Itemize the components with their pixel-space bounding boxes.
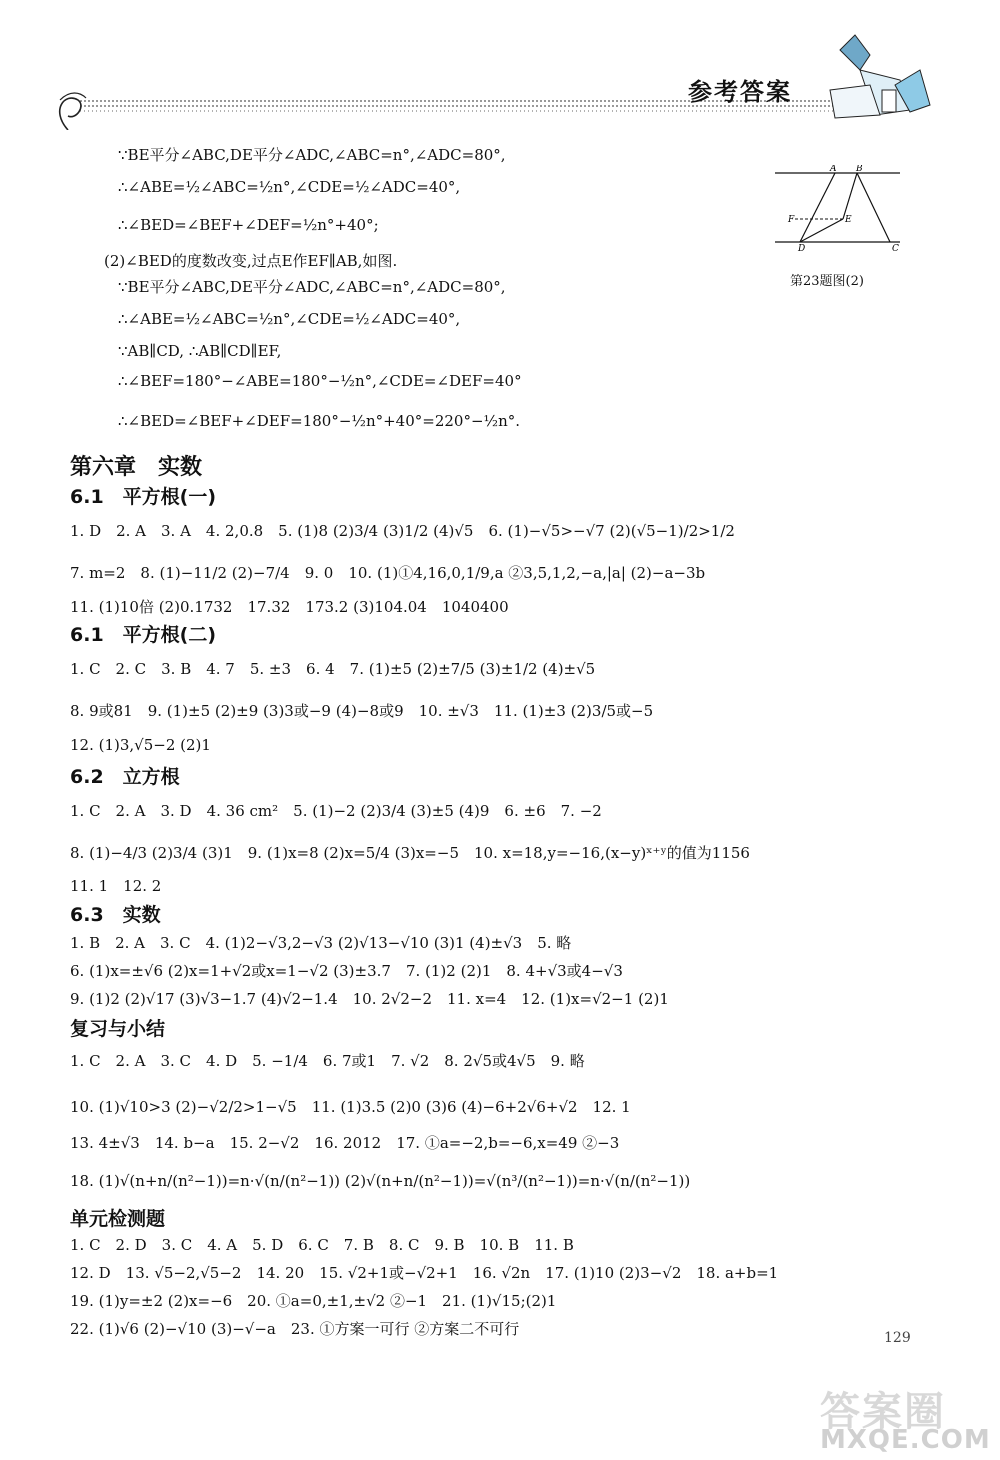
header-decoration xyxy=(40,30,980,130)
label-E: E xyxy=(845,215,852,225)
answer-line: 1. C 2. C 3. B 4. 7 5. ±3 6. 4 7. (1)±5 (2)±7/5 (3)±1/2 (4)±√5 xyxy=(70,660,596,678)
page-header-title: 参考答案 xyxy=(688,78,792,106)
label-A: A xyxy=(830,165,837,174)
answer-line: 11. 1 12. 2 xyxy=(70,877,162,895)
derivation-line: ∴∠ABE=½∠ABC=½n°,∠CDE=½∠ADC=40°, xyxy=(118,178,461,196)
answer-line: 1. B 2. A 3. C 4. (1)2−√3,2−√3 (2)√13−√10 (3)1 (4)±√3 5. 略 xyxy=(70,934,572,952)
label-C: C xyxy=(892,244,899,254)
answer-line: 7. m=2 8. (1)−11/2 (2)−7/4 9. 0 10. (1)①4,16,0,1/9,a ②3,5,1,2,−a,|a| (2)−a−3b xyxy=(70,564,706,582)
label-F: F xyxy=(788,215,795,225)
derivation-line: ∴∠BED=∠BEF+∠DEF=180°−½n°+40°=220°−½n°. xyxy=(118,412,521,430)
figure-caption: 第23题图(2) xyxy=(790,274,864,289)
answer-line: 1. C 2. A 3. C 4. D 5. −1/4 6. 7或1 7. √2 8. 2√5或4√5 9. 略 xyxy=(70,1052,585,1070)
derivation-line: ∴∠BED=∠BEF+∠DEF=½n°+40°; xyxy=(118,216,379,234)
section-title: 6.1 平方根(一) xyxy=(70,486,217,508)
answer-line: 13. 4±√3 14. b−a 15. 2−√2 16. 2012 17. ①a=−2,b=−6,x=49 ②−3 xyxy=(70,1134,620,1152)
derivation-line: ∵BE平分∠ABC,DE平分∠ADC,∠ABC=n°,∠ADC=80°, xyxy=(118,146,506,164)
answer-line: 1. C 2. A 3. D 4. 36 cm² 5. (1)−2 (2)3/4 (3)±5 (4)9 6. ±6 7. −2 xyxy=(70,802,602,820)
answer-line: 18. (1)√(n+n/(n²−1))=n·√(n/(n²−1)) (2)√(n+n/(n²−1))=√(n³/(n²−1))=n·√(n/(n²−1)) xyxy=(70,1172,691,1190)
page-number: 129 xyxy=(884,1330,911,1346)
answer-line: 1. C 2. D 3. C 4. A 5. D 6. C 7. B 8. C 9. B 10. B 11. B xyxy=(70,1236,574,1254)
answer-line: 12. (1)3,√5−2 (2)1 xyxy=(70,736,211,754)
section-title: 复习与小结 xyxy=(70,1018,166,1040)
derivation-line: ∴∠BEF=180°−∠ABE=180°−½n°,∠CDE=∠DEF=40° xyxy=(118,372,522,390)
answer-line: 19. (1)y=±2 (2)x=−6 20. ①a=0,±1,±√2 ②−1 21. (1)√15;(2)1 xyxy=(70,1292,557,1310)
watermark-domain: MXQE.COM xyxy=(820,1425,991,1455)
answer-line: 8. 9或81 9. (1)±5 (2)±9 (3)3或−9 (4)−8或9 10. ±√3 11. (1)±3 (2)3/5或−5 xyxy=(70,702,654,720)
derivation-line: ∴∠ABE=½∠ABC=½n°,∠CDE=½∠ADC=40°, xyxy=(118,310,461,328)
label-B: B xyxy=(856,165,863,174)
derivation-line: ∵AB∥CD, ∴AB∥CD∥EF, xyxy=(118,342,282,360)
watermark-logo: 答案圈 xyxy=(820,1389,946,1435)
answer-line: 12. D 13. √5−2,√5−2 14. 20 15. √2+1或−√2+1 16. √2n 17. (1)10 (2)3−√2 18. a+b=1 xyxy=(70,1264,779,1282)
label-D: D xyxy=(798,244,806,254)
answer-line: 11. (1)10倍 (2)0.1732 17.32 173.2 (3)104.04 1040400 xyxy=(70,598,509,616)
section-title: 6.3 实数 xyxy=(70,904,161,926)
section-title: 单元检测题 xyxy=(70,1208,166,1230)
answer-line: 9. (1)2 (2)√17 (3)√3−1.7 (4)√2−1.4 10. 2√2−2 11. x=4 12. (1)x=√2−1 (2)1 xyxy=(70,990,669,1008)
section-title: 6.1 平方根(二) xyxy=(70,624,217,646)
pencil-hand-icon xyxy=(830,35,930,118)
answer-line: 6. (1)x=±√6 (2)x=1+√2或x=1−√2 (3)±3.7 7. (1)2 (2)1 8. 4+√3或4−√3 xyxy=(70,962,623,980)
derivation-line: ∵BE平分∠ABC,DE平分∠ADC,∠ABC=n°,∠ADC=80°, xyxy=(118,278,506,296)
answer-line: 1. D 2. A 3. A 4. 2,0.8 5. (1)8 (2)3/4 (3)1/2 (4)√5 6. (1)−√5>−√7 (2)(√5−1)/2>1/2 xyxy=(70,522,735,540)
geometry-figure xyxy=(770,165,910,260)
derivation-line: (2)∠BED的度数改变,过点E作EF∥AB,如图. xyxy=(104,252,398,270)
chapter-title: 第六章 实数 xyxy=(70,455,203,480)
answer-line: 10. (1)√10>3 (2)−√2/2>1−√5 11. (1)3.5 (2)0 (3)6 (4)−6+2√6+√2 12. 1 xyxy=(70,1098,631,1116)
answer-line: 8. (1)−4/3 (2)3/4 (3)1 9. (1)x=8 (2)x=5/4 (3)x=−5 10. x=18,y=−16,(x−y)ˣ⁺ʸ的值为1156 xyxy=(70,844,750,862)
answer-line: 22. (1)√6 (2)−√10 (3)−√−a 23. ①方案一可行 ②方案二不可行 xyxy=(70,1320,520,1338)
section-title: 6.2 立方根 xyxy=(70,766,180,788)
